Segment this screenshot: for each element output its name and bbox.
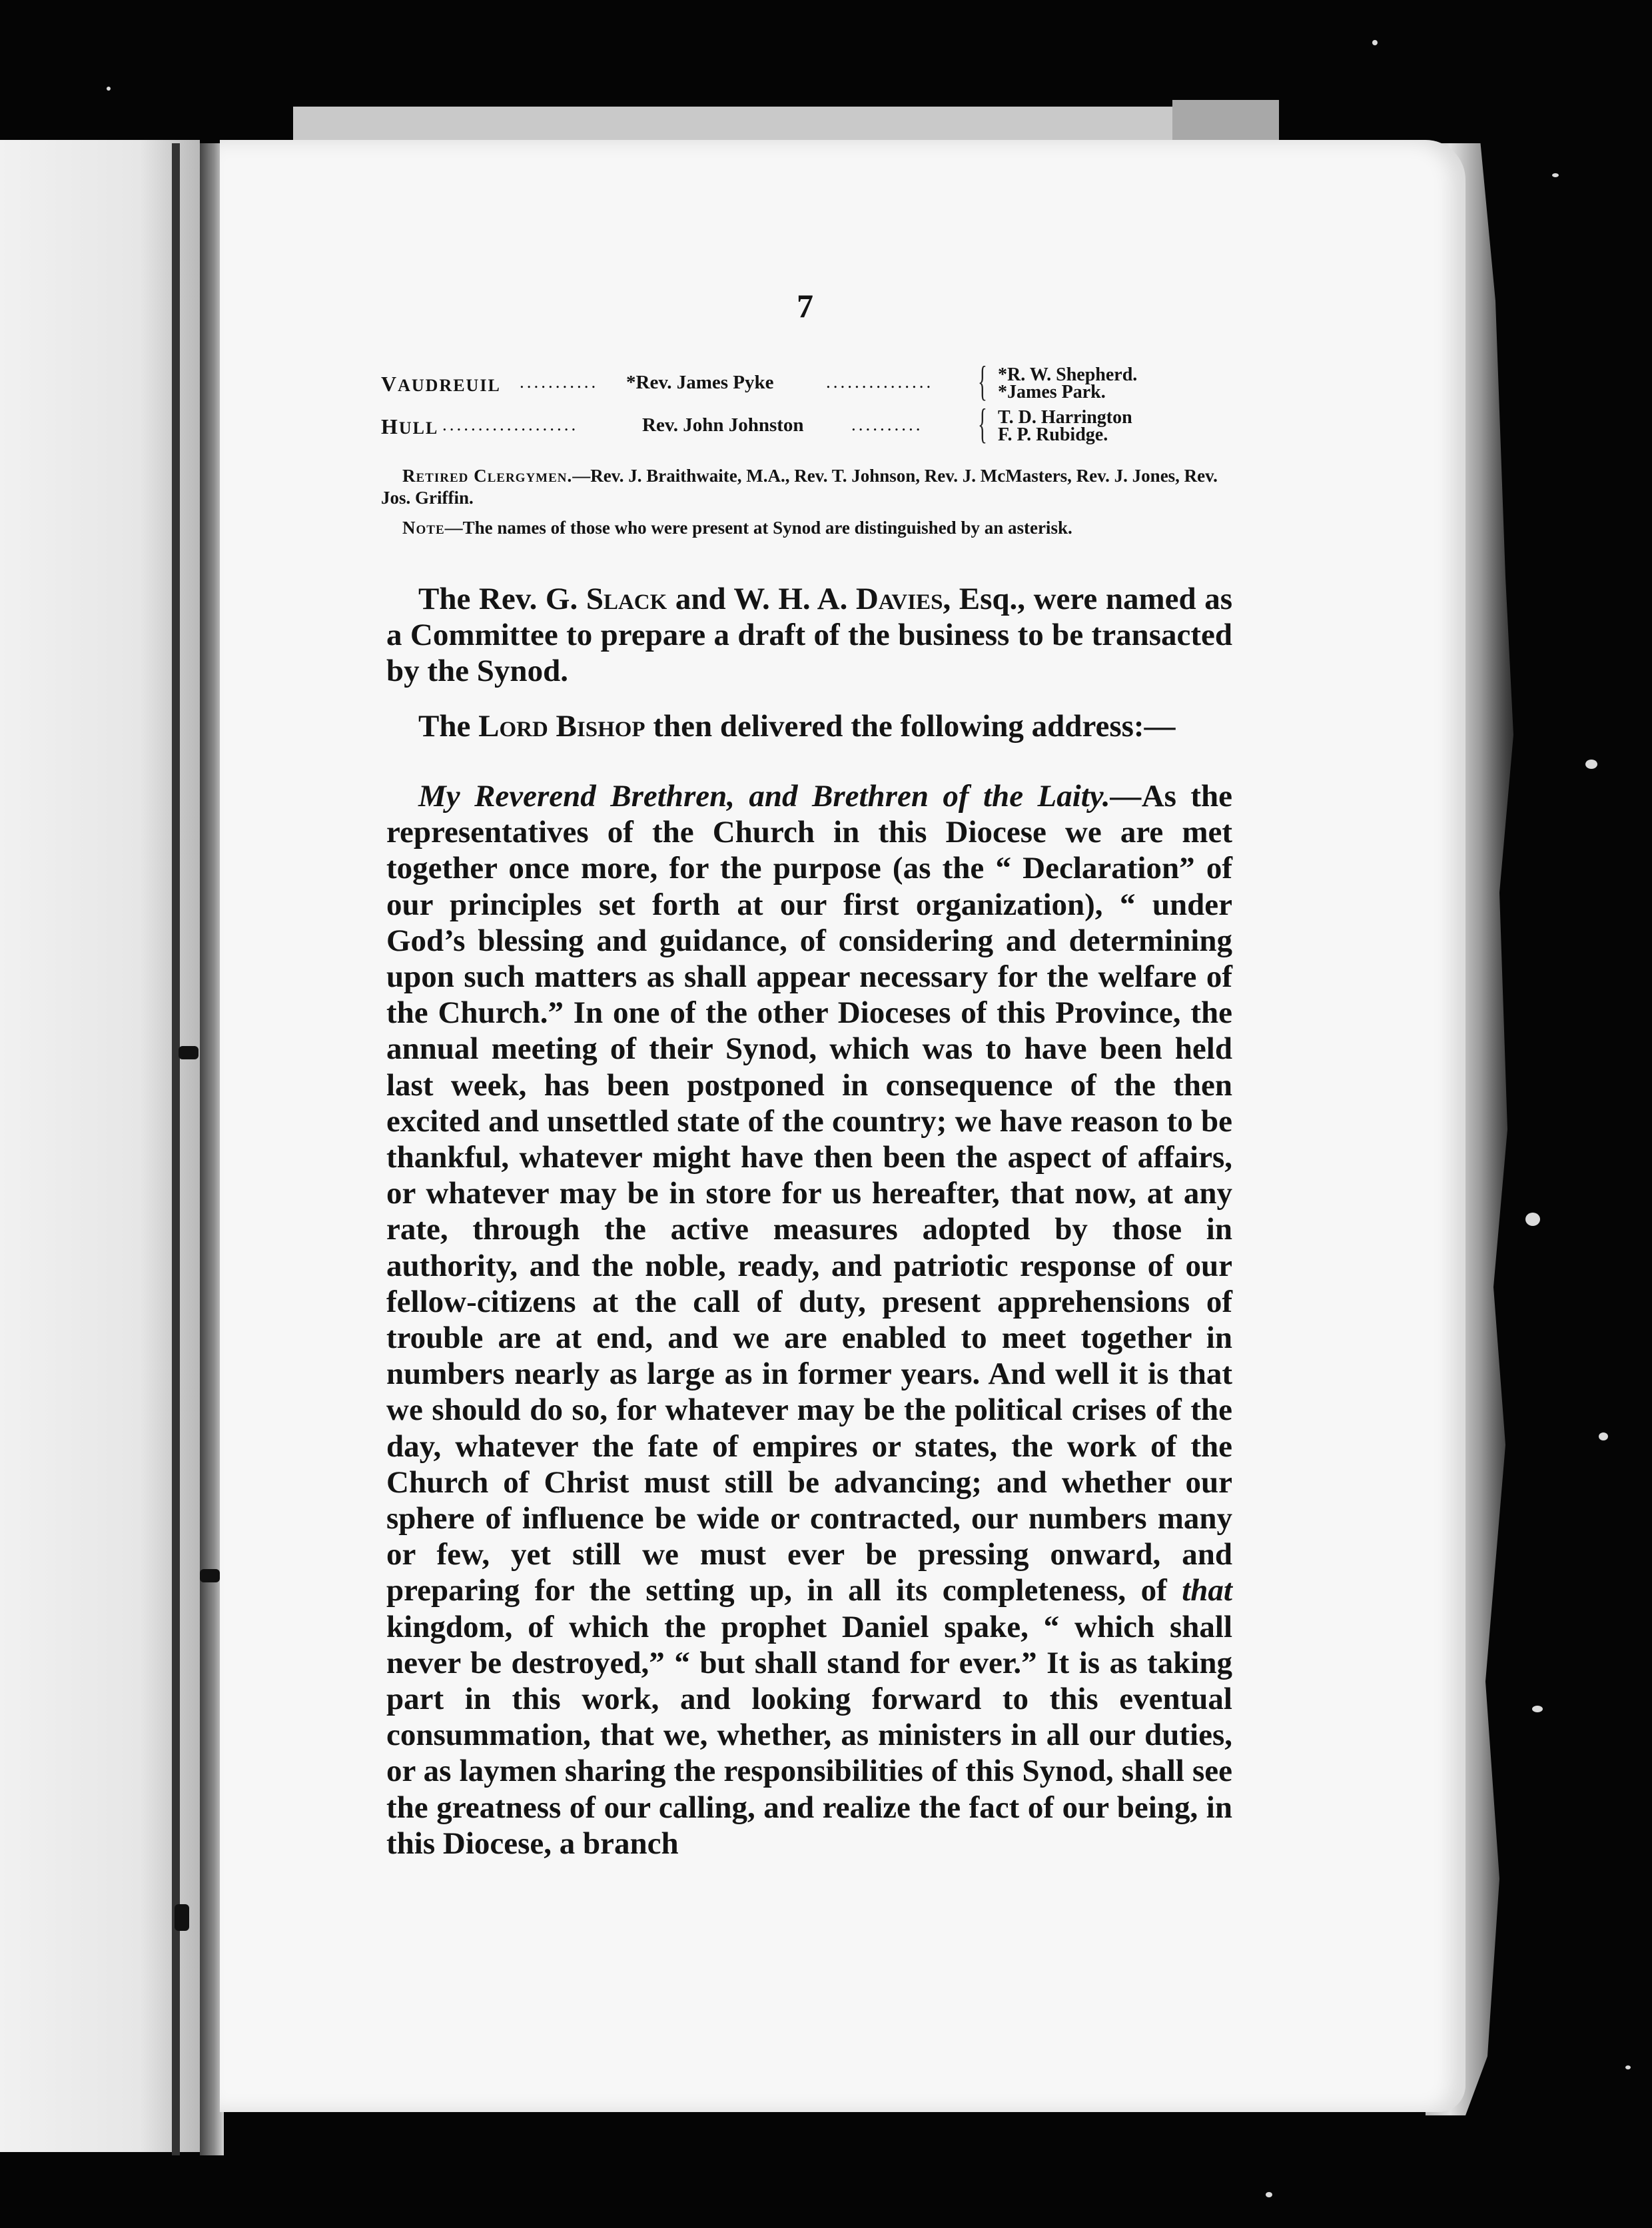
dust-speck <box>1525 1213 1540 1226</box>
text-run: and W. H. A. <box>667 582 856 616</box>
dot-leader: ............... <box>826 372 934 392</box>
brace: { <box>978 357 987 404</box>
clergy-name: *Rev. James Pyke <box>626 372 774 393</box>
address-text: kingdom, of which the prophet Daniel spake, “ which shall never be destroyed,” “ but shall stand for ever.” It is as taking part in this work, and looking forward to this eventual consummation, that we, whether, as ministers in all our duties, or as laymen sharing the responsibilities of this Synod, shall see the greatness of our calling, and realize the fact of our being, in this Diocese, a branch <box>386 1609 1232 1861</box>
lay-delegate: T. D. Harrington <box>998 407 1132 428</box>
dust-speck <box>107 87 111 91</box>
dot-leader: ........... <box>520 372 599 392</box>
committee-paragraph <box>386 581 1232 690</box>
person-name: Slack <box>586 582 667 616</box>
dot-leader: .......... <box>851 414 923 434</box>
binding-staple <box>179 1046 199 1059</box>
retired-text: —Rev. J. Braithwaite, M.A., Rev. T. Johnson, Rev. J. McMasters, Rev. J. Jones, Rev. Jos. Griffin. <box>381 466 1218 508</box>
dust-speck <box>1625 2065 1631 2069</box>
lay-delegate: *James Park. <box>998 382 1106 402</box>
salutation: My Reverend Brethren, and Brethren of the Laity.— <box>418 779 1142 814</box>
text-run: , Esq., were named as a Committee to prepare a draft of the business to be transacted by the Synod. <box>386 582 1232 689</box>
clergy-name: Rev. John Johnston <box>642 414 804 436</box>
emphasis: that <box>1182 1573 1232 1608</box>
binding-staple <box>200 1569 220 1582</box>
text-run: then delivered the following address:— <box>645 709 1176 744</box>
note-label: Note <box>402 518 445 538</box>
page-number: 7 <box>797 287 813 324</box>
bishop-title: Lord Bishop <box>478 709 645 744</box>
note-text: —The names of those who were present at Synod are distinguished by an asterisk. <box>444 518 1072 538</box>
parish-name: HULL <box>381 414 439 438</box>
dust-speck <box>1585 760 1597 769</box>
brace: { <box>978 400 987 447</box>
left-page <box>0 140 200 2152</box>
address-paragraph <box>386 778 1232 1862</box>
binding-gutter <box>172 143 180 2155</box>
dust-speck <box>1532 1706 1543 1712</box>
dust-speck <box>1266 2192 1272 2197</box>
dust-speck <box>1552 173 1559 177</box>
lay-delegate: F. P. Rubidge. <box>998 424 1108 445</box>
dust-speck <box>1599 1432 1608 1440</box>
binding-staple <box>175 1904 189 1931</box>
lay-delegate: *R. W. Shepherd. <box>998 364 1138 385</box>
dot-leader: ................... <box>442 414 579 434</box>
address-text: As the representatives of the Church in this Diocese we are met together once more, for the purpose (as the “ Declaration” of our principles set forth at our first organization), “ under God’s blessing and guidance, of considering and determining upon such matters as shall appear necessary for the welfare of the Church.” In one of the other Dioceses of this Province, the annual meeting of their Synod, which was to have been held last week, has been postponed in consequence of the then excited and unsettled state of the country; we have reason to be thankful, whatever might have then been the aspect of affairs, or whatever may be in store for us hereafter, that now, at any rate, through the active measures adopted by those in authority, and the noble, ready, and patriotic response of our fellow-citizens at the call of duty, present apprehensions of trouble are at end, and we are enabled to meet together in numbers nearly as large as in former years. And well it is that we should do so, for whatever may be the political crises of the day, whatever the fate of empires or states, the work of the Church of Christ must still be advancing; and whether our sphere of influence be wide or contracted, our numbers many or few, yet still we must ever be pressing onward, and preparing for the setting up, in all its completeness, of <box>386 779 1233 1608</box>
bishop-paragraph <box>386 708 1232 744</box>
text-run: The <box>418 709 479 744</box>
dust-speck <box>1372 40 1378 45</box>
person-name: Davies <box>855 582 943 616</box>
retired-clergymen <box>381 465 1234 509</box>
text-run: The Rev. G. <box>418 582 586 616</box>
asterisk-note <box>381 517 1234 539</box>
retired-label: Retired Clergymen. <box>402 466 573 486</box>
parish-name: VAUDREUIL <box>381 372 501 396</box>
